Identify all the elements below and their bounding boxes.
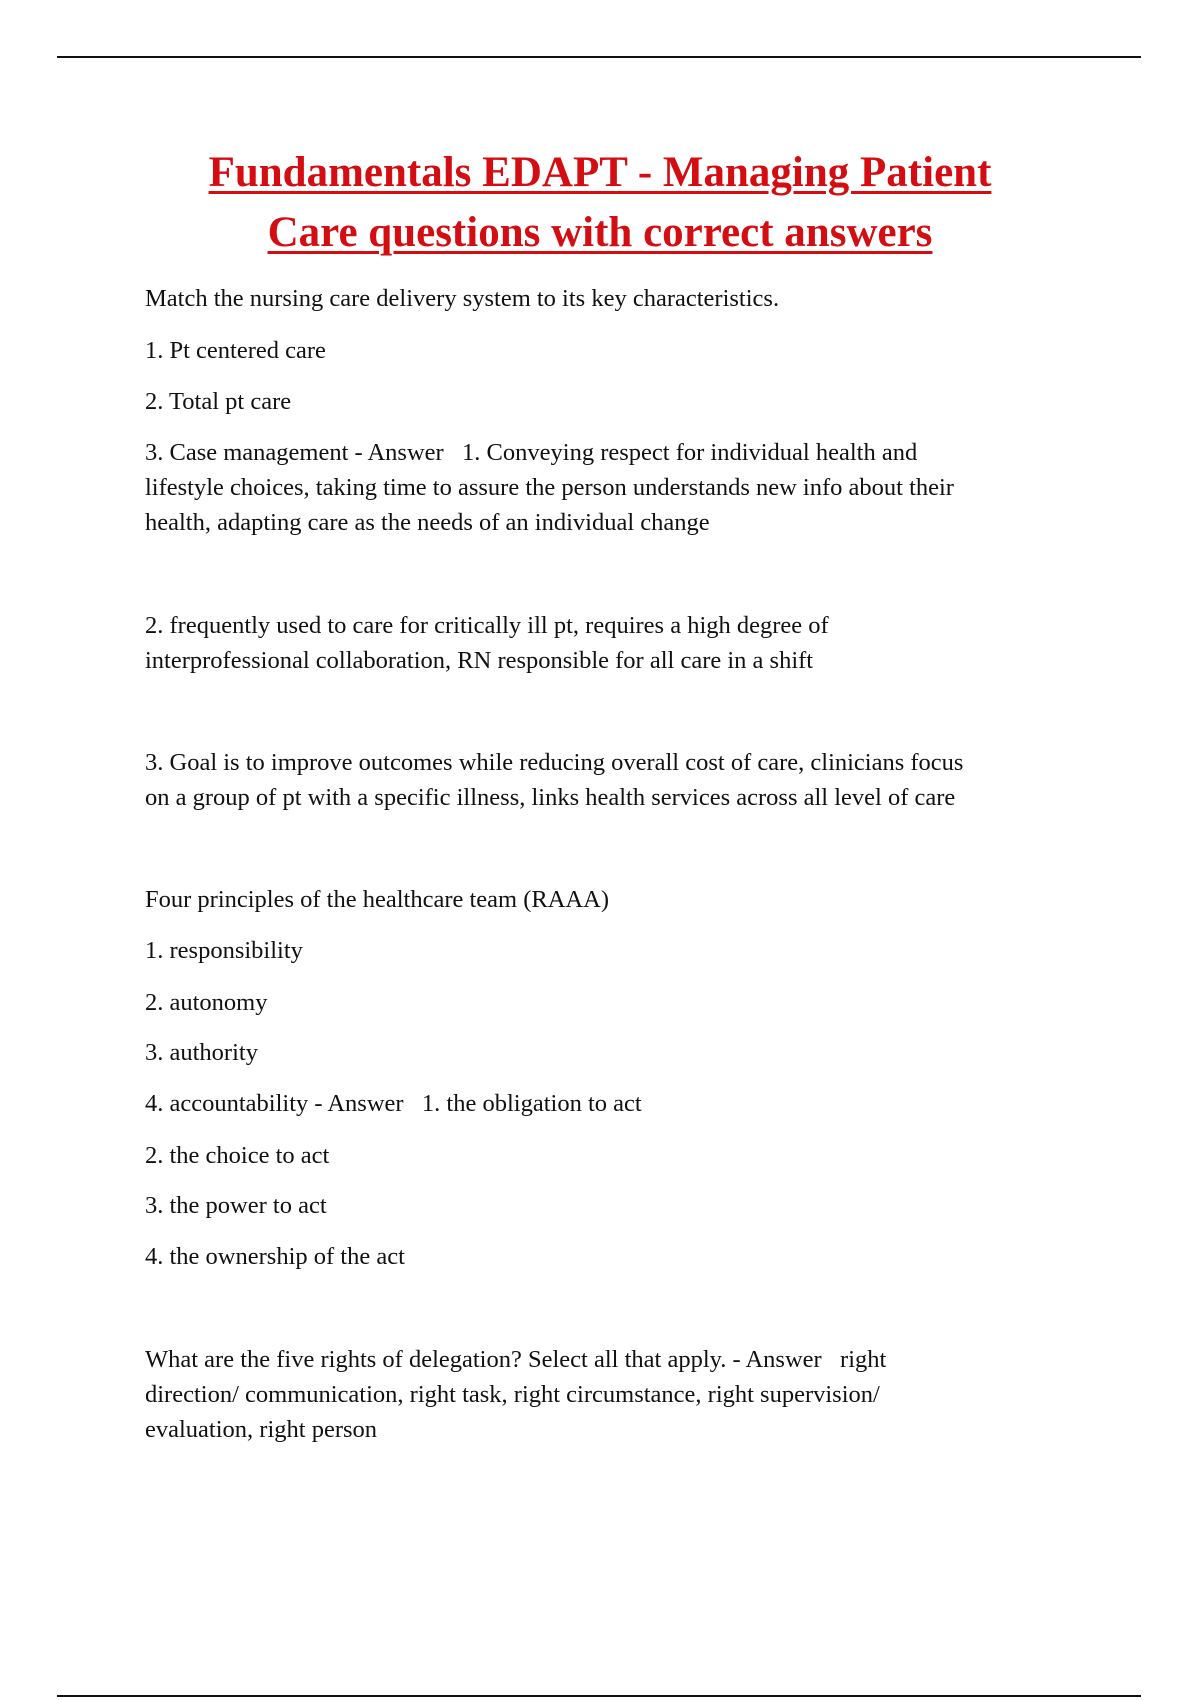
text-line: interprofessional collaboration, RN responsible for all care in a shift [145, 647, 814, 674]
text-line: health, adapting care as the needs of an individual change [145, 509, 710, 536]
text-line: lifestyle choices, taking time to assure the person understands new info about their [145, 474, 954, 501]
text-line: 4. accountability - Answer 1. the obligation to act [145, 1090, 642, 1117]
paragraph [145, 933, 303, 968]
top-rule [57, 56, 1141, 58]
text-line: 3. authority [145, 1039, 258, 1066]
paragraph [145, 1342, 886, 1447]
text-line: What are the five rights of delegation? Select all that apply. - Answer right [145, 1346, 887, 1373]
paragraph [145, 608, 829, 678]
text-line: 4. the ownership of the act [145, 1243, 405, 1270]
text-line: Match the nursing care delivery system to its key characteristics. [145, 285, 780, 312]
text-line: Four principles of the healthcare team (RAAA) [145, 886, 609, 913]
text-line: 2. autonomy [145, 989, 268, 1016]
text-line: 3. the power to act [145, 1192, 327, 1219]
bottom-rule [57, 1695, 1141, 1697]
title-line-1: Fundamentals EDAPT - Managing Patient [208, 149, 992, 196]
paragraph [145, 1239, 405, 1274]
paragraph [145, 745, 963, 815]
paragraph [145, 1086, 642, 1121]
paragraph [145, 333, 326, 368]
title-line-2: Care questions with correct answers [267, 209, 933, 256]
text-line: 1. responsibility [145, 937, 303, 964]
paragraph [145, 1035, 258, 1070]
text-line: 2. Total pt care [145, 388, 292, 415]
paragraph [145, 281, 779, 316]
text-line: on a group of pt with a specific illness, links health services across all level of care [145, 784, 956, 811]
paragraph [145, 384, 291, 419]
paragraph [145, 985, 268, 1020]
text-line: 2. the choice to act [145, 1142, 330, 1169]
text-line: evaluation, right person [145, 1416, 378, 1443]
paragraph [145, 1188, 327, 1223]
document-title [0, 143, 1200, 263]
paragraph [145, 435, 954, 540]
text-line: 3. Goal is to improve outcomes while reducing overall cost of care, clinicians focus [145, 749, 964, 776]
text-line: 3. Case management - Answer 1. Conveying respect for individual health and [145, 439, 918, 466]
text-line: 1. Pt centered care [145, 337, 326, 364]
paragraph [145, 882, 609, 917]
paragraph [145, 1138, 329, 1173]
text-line: direction/ communication, right task, right circumstance, right supervision/ [145, 1381, 880, 1408]
text-line: 2. frequently used to care for critically ill pt, requires a high degree of [145, 612, 829, 639]
